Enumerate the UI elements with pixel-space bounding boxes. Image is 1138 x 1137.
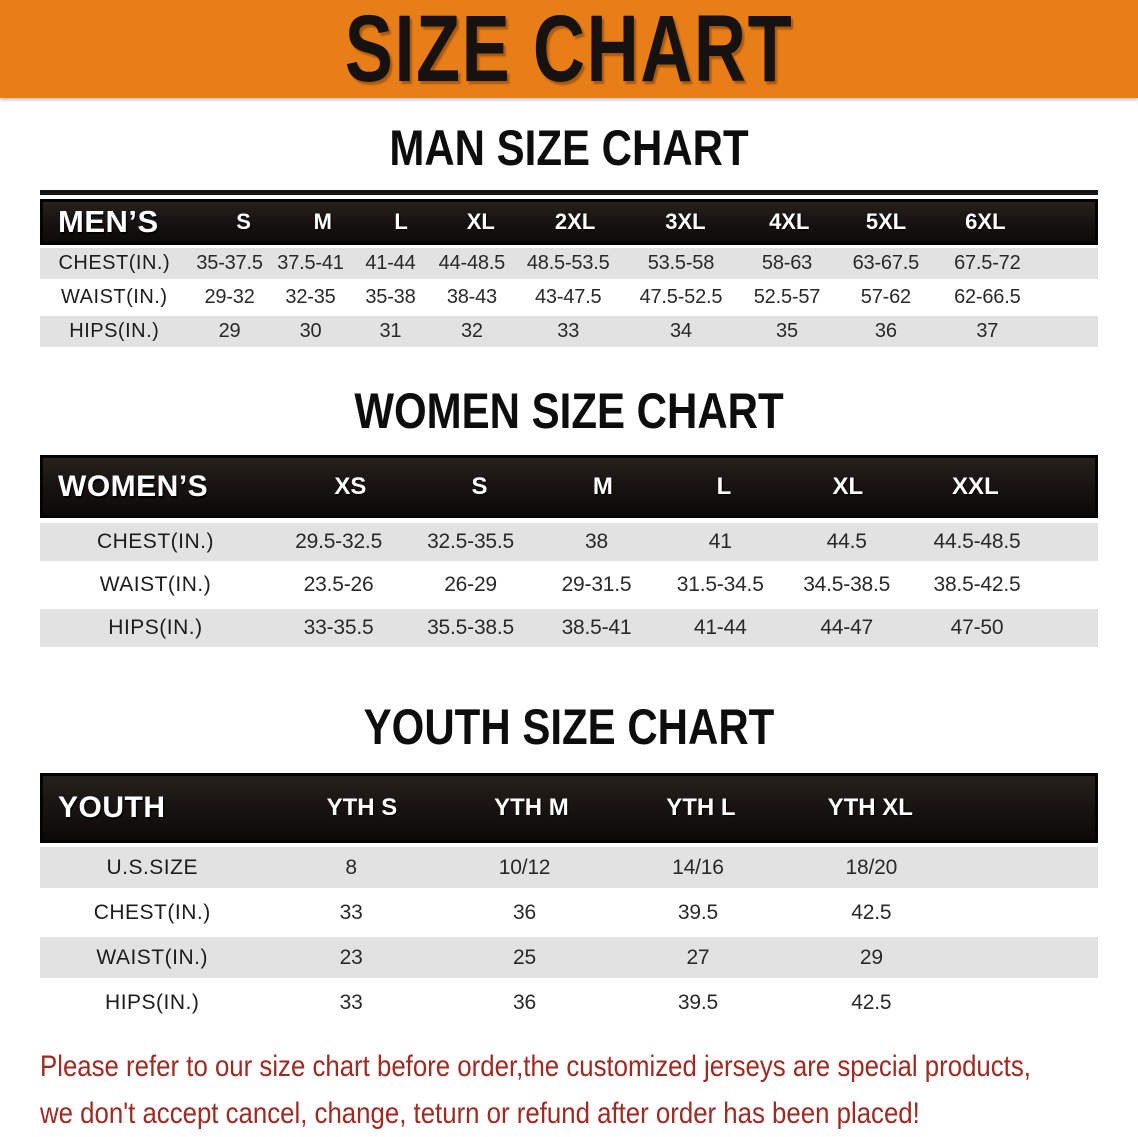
- youth-section-title: YOUTH SIZE CHART: [363, 699, 775, 755]
- size-value: 36: [513, 990, 536, 1014]
- size-column-header: L: [394, 209, 408, 234]
- women-table-header-row: [40, 455, 1098, 518]
- men-table-label: MEN’S: [58, 204, 159, 239]
- size-column-header: 4XL: [769, 209, 810, 234]
- size-value: 33: [339, 900, 363, 924]
- youth-size-table: [40, 773, 1098, 1023]
- size-value: 35: [776, 320, 798, 342]
- men-table-top-rule: [40, 190, 1098, 195]
- size-value: 35-38: [365, 286, 416, 308]
- table-row: [40, 609, 1098, 647]
- table-row: [40, 282, 1098, 313]
- size-column-header: L: [716, 472, 732, 500]
- size-value: 37: [976, 320, 999, 342]
- men-section-title: MAN SIZE CHART: [389, 120, 749, 176]
- size-value: 37.5-41: [277, 252, 344, 274]
- size-column-header: YTH XL: [827, 794, 913, 821]
- size-column-header: 5XL: [865, 209, 907, 234]
- row-label: WAIST(IN.): [99, 573, 212, 596]
- size-value: 29.5-32.5: [295, 530, 383, 553]
- size-value: 35-37.5: [196, 252, 263, 274]
- size-column-header: M: [592, 472, 613, 500]
- size-value: 43-47.5: [534, 286, 602, 308]
- women-section-title: WOMEN SIZE CHART: [354, 383, 784, 439]
- size-value: 42.5: [851, 900, 892, 924]
- size-column-header: XS: [334, 472, 367, 500]
- size-value: 8: [345, 855, 357, 879]
- size-value: 33: [557, 320, 580, 342]
- size-value: 38: [584, 530, 608, 553]
- size-value: 23: [339, 945, 363, 969]
- size-column-header: 6XL: [965, 209, 1006, 234]
- size-value: 39.5: [677, 900, 718, 924]
- size-value: 42.5: [851, 990, 892, 1014]
- size-column-header: S: [236, 209, 251, 234]
- size-value: 47-50: [950, 616, 1004, 639]
- size-column-header: XL: [832, 472, 864, 500]
- table-row: [40, 566, 1098, 604]
- size-value: 34: [669, 320, 692, 342]
- size-column-header: 3XL: [665, 209, 706, 234]
- size-column-header: S: [471, 472, 488, 500]
- footer-notice: [40, 1043, 1138, 1137]
- size-value: 53.5-58: [647, 252, 715, 274]
- size-value: 34.5-38.5: [803, 573, 891, 596]
- size-value: 36: [874, 320, 897, 342]
- size-value: 10/12: [498, 855, 551, 879]
- row-label: U.S.SIZE: [106, 855, 198, 879]
- youth-table-header-row: [40, 773, 1098, 843]
- size-column-header: XL: [466, 209, 495, 234]
- size-value: 31: [379, 320, 402, 342]
- size-value: 63-67.5: [852, 252, 920, 274]
- size-value: 38-43: [446, 286, 497, 308]
- table-row: [40, 248, 1098, 279]
- size-value: 31.5-34.5: [676, 573, 764, 596]
- women-size-table: [40, 455, 1098, 647]
- men-table-header-row: [40, 199, 1098, 245]
- size-value: 41: [708, 530, 732, 553]
- size-value: 62-66.5: [954, 286, 1021, 308]
- size-value: 38.5-42.5: [933, 573, 1021, 596]
- size-value: 32: [460, 320, 483, 342]
- size-column-header: YTH S: [326, 794, 398, 821]
- size-value: 29-32: [204, 286, 255, 308]
- size-value: 52.5-57: [753, 286, 821, 308]
- women-table-label: WOMEN’S: [58, 469, 209, 503]
- youth-table-label: YOUTH: [58, 791, 166, 824]
- table-row: [40, 523, 1098, 561]
- size-value: 29: [859, 945, 883, 969]
- row-label: CHEST(IN.): [96, 530, 214, 553]
- banner: [0, 0, 1138, 102]
- size-value: 48.5-53.5: [526, 252, 610, 274]
- row-label: WAIST(IN.): [61, 286, 168, 308]
- row-label: HIPS(IN.): [69, 320, 160, 342]
- size-value: 58-63: [761, 252, 813, 274]
- size-value: 33-35.5: [303, 616, 374, 639]
- size-value: 25: [513, 945, 536, 969]
- size-value: 18/20: [845, 855, 898, 879]
- size-value: 30: [299, 320, 322, 342]
- table-row: [40, 316, 1098, 347]
- table-row: [40, 982, 1098, 1023]
- size-column-header: 2XL: [554, 209, 596, 234]
- size-value: 32-35: [285, 286, 336, 308]
- size-value: 35.5-38.5: [427, 616, 515, 639]
- table-row: [40, 892, 1098, 933]
- size-value: 33: [339, 990, 363, 1014]
- table-row: [40, 847, 1098, 888]
- size-value: 44.5: [826, 530, 867, 553]
- men-size-table: [40, 190, 1098, 347]
- size-value: 29: [218, 320, 241, 342]
- row-label: HIPS(IN.): [108, 616, 203, 639]
- size-value: 57-62: [860, 286, 911, 308]
- size-value: 67.5-72: [954, 252, 1021, 274]
- size-column-header: YTH M: [494, 794, 569, 821]
- size-column-header: M: [313, 209, 332, 234]
- footer-line-1: Please refer to our size chart before order,the customized jerseys are special products,: [40, 1050, 1031, 1083]
- size-value: 47.5-52.5: [639, 286, 723, 308]
- banner-title: SIZE CHART: [344, 0, 794, 102]
- row-label: CHEST(IN.): [58, 252, 171, 274]
- size-value: 36: [513, 900, 536, 924]
- size-value: 44-47: [820, 616, 874, 639]
- size-value: 41-44: [365, 252, 416, 274]
- size-value: 39.5: [677, 990, 718, 1014]
- row-label: CHEST(IN.): [93, 900, 211, 924]
- size-value: 14/16: [672, 855, 724, 879]
- size-value: 26-29: [444, 573, 497, 596]
- size-value: 32.5-35.5: [427, 530, 515, 553]
- size-value: 23.5-26: [303, 573, 374, 596]
- size-value: 44-48.5: [438, 252, 506, 274]
- size-value: 38.5-41: [561, 616, 632, 639]
- size-column-header: XXL: [952, 472, 999, 500]
- size-value: 27: [686, 945, 710, 969]
- row-label: HIPS(IN.): [105, 990, 200, 1014]
- size-value: 29-31.5: [561, 573, 632, 596]
- row-label: WAIST(IN.): [96, 945, 208, 969]
- footer-line-2: we don't accept cancel, change, teturn or refund after order has been placed!: [40, 1097, 920, 1130]
- size-value: 41-44: [693, 616, 747, 639]
- size-column-header: YTH L: [666, 794, 736, 821]
- size-value: 44.5-48.5: [933, 530, 1021, 553]
- table-row: [40, 937, 1098, 978]
